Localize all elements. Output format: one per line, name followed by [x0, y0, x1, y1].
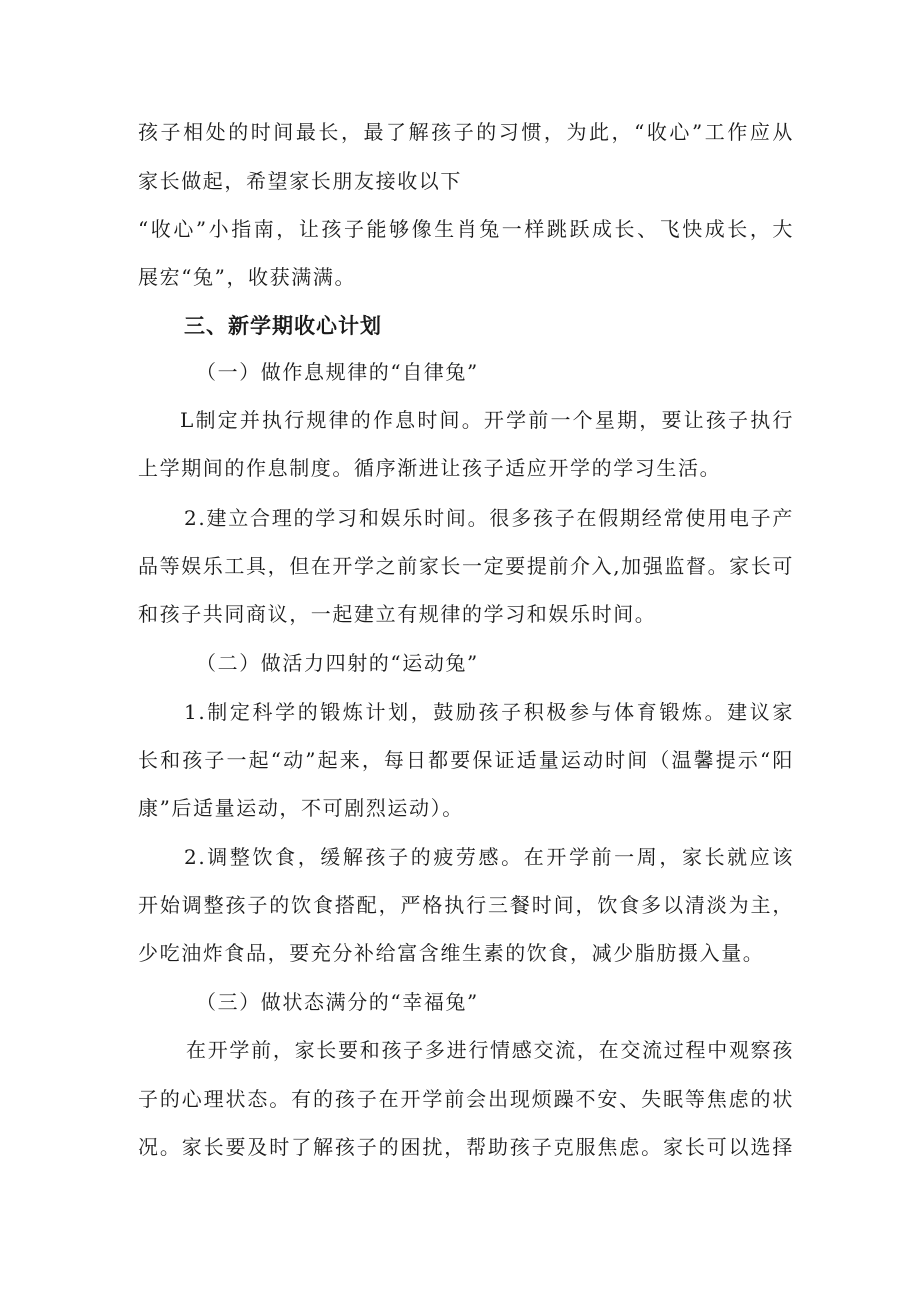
paragraph-line: 长和孩子一起“动”起来，每日都要保证适量运动时间（温馨提示“阳	[138, 748, 794, 772]
section-heading: 三、新学期收心计划	[184, 314, 382, 338]
paragraph-line: 2.建立合理的学习和娱乐时间。很多孩子在假期经常使用电子产	[184, 506, 794, 530]
paragraph-line: 和孩子共同商议，一起建立有规律的学习和娱乐时间。	[138, 602, 657, 626]
paragraph-line: 孩子相处的时间最长，最了解孩子的习惯，为此，“收心”工作应从	[138, 120, 794, 144]
paragraph-line: L制定并执行规律的作息时间。开学前一个星期，要让孩子执行	[180, 408, 794, 432]
paragraph-line: 少吃油炸食品，要充分补给富含维生素的饮食，减少脂肪摄入量。	[138, 941, 765, 965]
paragraph-line: 2.调整饮食，缓解孩子的疲劳感。在开学前一周，家长就应该	[184, 845, 794, 869]
paragraph-line: 开始调整孩子的饮食搭配，严格执行三餐时间，饮食多以清淡为主，	[138, 893, 794, 917]
paragraph-line: 子的心理状态。有的孩子在开学前会出现烦躁不安、失眠等焦虑的状	[138, 1087, 794, 1111]
paragraph-line: 康”后适量运动，不可剧烈运动）。	[138, 796, 464, 820]
paragraph-line: 况。家长要及时了解孩子的困扰，帮助孩子克服焦虑。家长可以选择	[138, 1135, 794, 1159]
subsection-heading: （三）做状态满分的“幸福兔”	[196, 990, 479, 1014]
paragraph-line: 1.制定科学的锻炼计划，鼓励孩子积极参与体育锻炼。建议家	[184, 700, 794, 724]
paragraph-line: 展宏“兔”，收获满满。	[138, 265, 357, 289]
paragraph-line: 品等娱乐工具，但在开学之前家长一定要提前介入,加强监督。家长可	[138, 554, 794, 578]
subsection-heading: （二）做活力四射的“运动兔”	[196, 651, 479, 675]
subsection-heading: （一）做作息规律的“自律兔”	[196, 360, 479, 384]
paragraph-line: 家长做起，希望家长朋友接收以下	[138, 169, 462, 193]
paragraph-line: 在开学前，家长要和孩子多进行情感交流，在交流过程中观察孩	[186, 1038, 794, 1062]
paragraph-line: 上学期间的作息制度。循序渐进让孩子适应开学的学习生活。	[138, 456, 722, 480]
paragraph-line: “收心”小指南，让孩子能够像生肖兔一样跳跃成长、飞快成长，大	[138, 217, 794, 241]
